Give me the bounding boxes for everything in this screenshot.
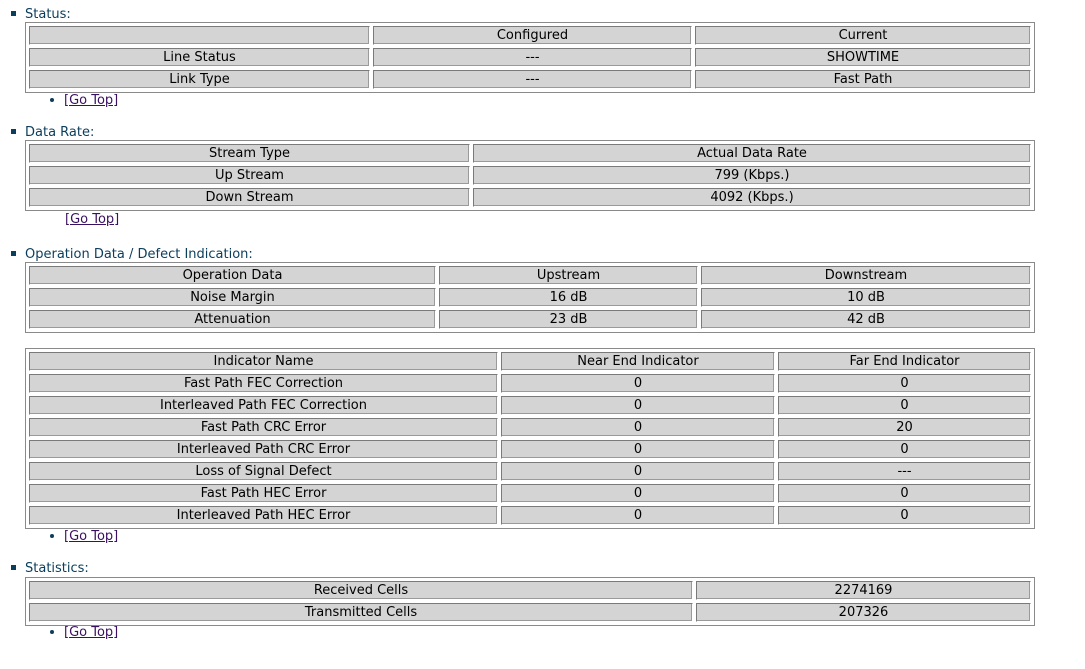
table-cell: Down Stream (29, 188, 470, 207)
table-cell: Fast Path FEC Correction (29, 374, 498, 393)
table-cell: Noise Margin (29, 288, 436, 307)
table-cell: 0 (778, 484, 1031, 503)
table-cell: Attenuation (29, 310, 436, 329)
table-cell: 0 (501, 418, 775, 437)
table-row (29, 440, 1031, 459)
table-row (29, 462, 1031, 481)
table-cell: 16 dB (439, 288, 698, 307)
table-row (29, 374, 1031, 393)
table-cell: Fast Path HEC Error (29, 484, 498, 503)
table-cell: Loss of Signal Defect (29, 462, 498, 481)
table-cell: Interleaved Path CRC Error (29, 440, 498, 459)
table-header-cell: Configured (373, 26, 692, 45)
data-rate-table (25, 140, 1035, 211)
table-cell: 0 (501, 374, 775, 393)
bullet-icon (11, 11, 16, 16)
table-cell: 2274169 (696, 581, 1031, 600)
table-cell: 10 dB (701, 288, 1031, 307)
bullet-icon (11, 565, 16, 570)
operation-table (25, 262, 1035, 333)
table-header-cell: Actual Data Rate (473, 144, 1031, 163)
table-row (29, 166, 1031, 185)
table-header-cell (29, 26, 370, 45)
go-top-link[interactable]: [Go Top] (64, 625, 119, 640)
table-cell: 0 (501, 440, 775, 459)
go-top-item (50, 529, 118, 545)
table-cell: Interleaved Path HEC Error (29, 506, 498, 525)
table-cell: 0 (501, 506, 775, 525)
go-top-link[interactable]: [Go Top] (65, 212, 120, 227)
table-row (29, 396, 1031, 415)
table-header-cell: Near End Indicator (501, 352, 775, 371)
table-row (29, 506, 1031, 525)
table-row (29, 310, 1031, 329)
table-cell: 207326 (696, 603, 1031, 622)
table-cell: 0 (501, 462, 775, 481)
statistics-heading: Statistics: (11, 561, 89, 577)
table-cell: 42 dB (701, 310, 1031, 329)
table-cell: 20 (778, 418, 1031, 437)
table-row (29, 188, 1031, 207)
bullet-icon (50, 98, 54, 102)
go-top-item (50, 625, 118, 641)
table-cell: Transmitted Cells (29, 603, 693, 622)
table-header-cell: Stream Type (29, 144, 470, 163)
table-row (29, 581, 1031, 600)
go-top-item (65, 212, 119, 228)
bullet-icon (50, 630, 54, 634)
table-header-cell: Far End Indicator (778, 352, 1031, 371)
table-header-cell: Indicator Name (29, 352, 498, 371)
table-cell: --- (373, 70, 692, 89)
table-cell: 0 (501, 396, 775, 415)
bullet-icon (50, 534, 54, 538)
table-cell: --- (373, 48, 692, 67)
table-cell: Line Status (29, 48, 370, 67)
table-header-cell: Operation Data (29, 266, 436, 285)
table-cell: 4092 (Kbps.) (473, 188, 1031, 207)
go-top-item (50, 93, 118, 109)
table-cell: Link Type (29, 70, 370, 89)
go-top-link[interactable]: [Go Top] (64, 93, 119, 108)
table-header-cell: Upstream (439, 266, 698, 285)
table-row (29, 70, 1031, 89)
table-cell: 0 (778, 506, 1031, 525)
table-cell: 0 (778, 374, 1031, 393)
table-header-row (29, 352, 1031, 371)
table-header-row (29, 26, 1031, 45)
bullet-icon (11, 129, 16, 134)
table-row (29, 48, 1031, 67)
table-cell: 23 dB (439, 310, 698, 329)
table-cell: 0 (778, 396, 1031, 415)
table-cell: --- (778, 462, 1031, 481)
status-heading: Status: (11, 7, 71, 23)
data-rate-heading: Data Rate: (11, 125, 94, 141)
indicator-table (25, 348, 1035, 529)
statistics-table (25, 577, 1035, 626)
table-header-row (29, 266, 1031, 285)
bullet-icon (11, 251, 16, 256)
status-table (25, 22, 1035, 93)
table-cell: 0 (501, 484, 775, 503)
table-row (29, 603, 1031, 622)
go-top-link[interactable]: [Go Top] (64, 529, 119, 544)
table-cell: Received Cells (29, 581, 693, 600)
table-cell: Fast Path (695, 70, 1031, 89)
table-header-row (29, 144, 1031, 163)
table-row (29, 484, 1031, 503)
table-cell: Up Stream (29, 166, 470, 185)
table-cell: 799 (Kbps.) (473, 166, 1031, 185)
operation-heading: Operation Data / Defect Indication: (11, 247, 253, 263)
table-row (29, 288, 1031, 307)
table-row (29, 418, 1031, 437)
table-cell: SHOWTIME (695, 48, 1031, 67)
table-header-cell: Downstream (701, 266, 1031, 285)
table-header-cell: Current (695, 26, 1031, 45)
table-cell: Interleaved Path FEC Correction (29, 396, 498, 415)
table-cell: Fast Path CRC Error (29, 418, 498, 437)
table-cell: 0 (778, 440, 1031, 459)
